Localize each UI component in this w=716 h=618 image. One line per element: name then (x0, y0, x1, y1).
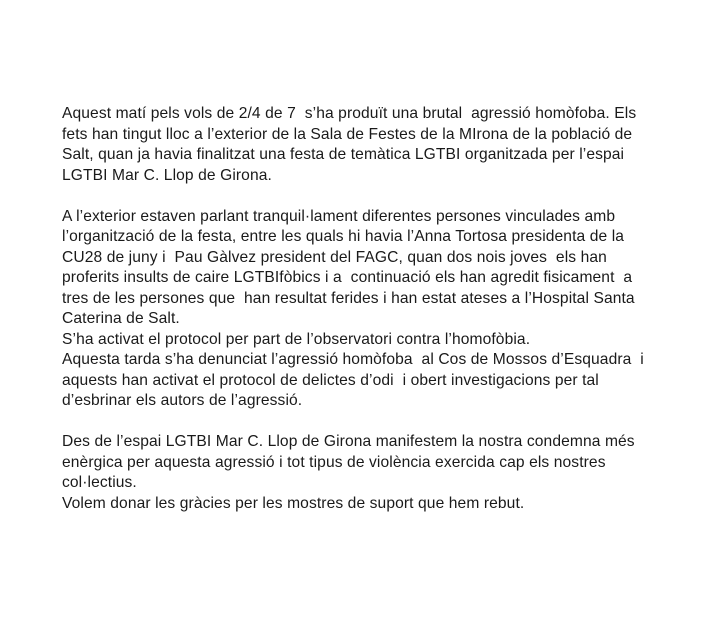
text-line: A l’exterior estaven parlant tranquil·lament diferentes persones vinculades amb (62, 207, 616, 225)
text-line: LGTBI Mar C. Llop de Girona. (62, 166, 272, 184)
text-line: tres de les persones que han resultat ferides i han estat ateses a l’Hospital Santa (62, 289, 635, 307)
text-line: Salt, quan ja havia finalitzat una festa de temàtica LGTBI organitzada per l’espai (62, 146, 625, 163)
text-line: col·lectius. (62, 474, 137, 491)
statement-text (62, 104, 682, 535)
text-line: Aquest matí pels vols de 2/4 de 7 s’ha produït una brutal agressió homòfoba. Els (62, 105, 637, 122)
text-line: l’organització de la festa, entre les quals hi havia l’Anna Tortosa presidenta de la (62, 228, 625, 245)
text-line: d’esbrinar els autors de l’agressió. (62, 392, 303, 409)
text-line: proferits insults de caire LGTBIfòbics i a continuació els han agredit fisicament a (62, 269, 633, 286)
text-line: Aquesta tarda s’ha denunciat l’agressió homòfoba al Cos de Mossos d’Esquadra i (62, 351, 644, 368)
paragraph-details (62, 207, 682, 412)
text-line: Caterina de Salt. (62, 310, 180, 327)
text-line: Volem donar les gràcies per les mostres de suport que hem rebut. (62, 494, 525, 512)
text-line: fets han tingut lloc a l’exterior de la Sala de Festes de la MIrona de la població de (62, 125, 633, 143)
text-line: CU28 de juny i Pau Gàlvez president del FAGC, quan dos nois joves els han (62, 248, 607, 266)
paragraph-incident (62, 104, 682, 186)
paragraph-condemnation (62, 432, 682, 514)
text-line: aquests han activat el protocol de delictes d’odi i obert investigacions per tal (62, 371, 599, 389)
text-line: enèrgica per aquesta agressió i tot tipus de violència exercida cap els nostres (62, 453, 606, 471)
text-line: S’ha activat el protocol per part de l’observatori contra l’homofòbia. (62, 330, 531, 348)
text-line: Des de l’espai LGTBI Mar C. Llop de Girona manifestem la nostra condemna més (62, 433, 635, 450)
